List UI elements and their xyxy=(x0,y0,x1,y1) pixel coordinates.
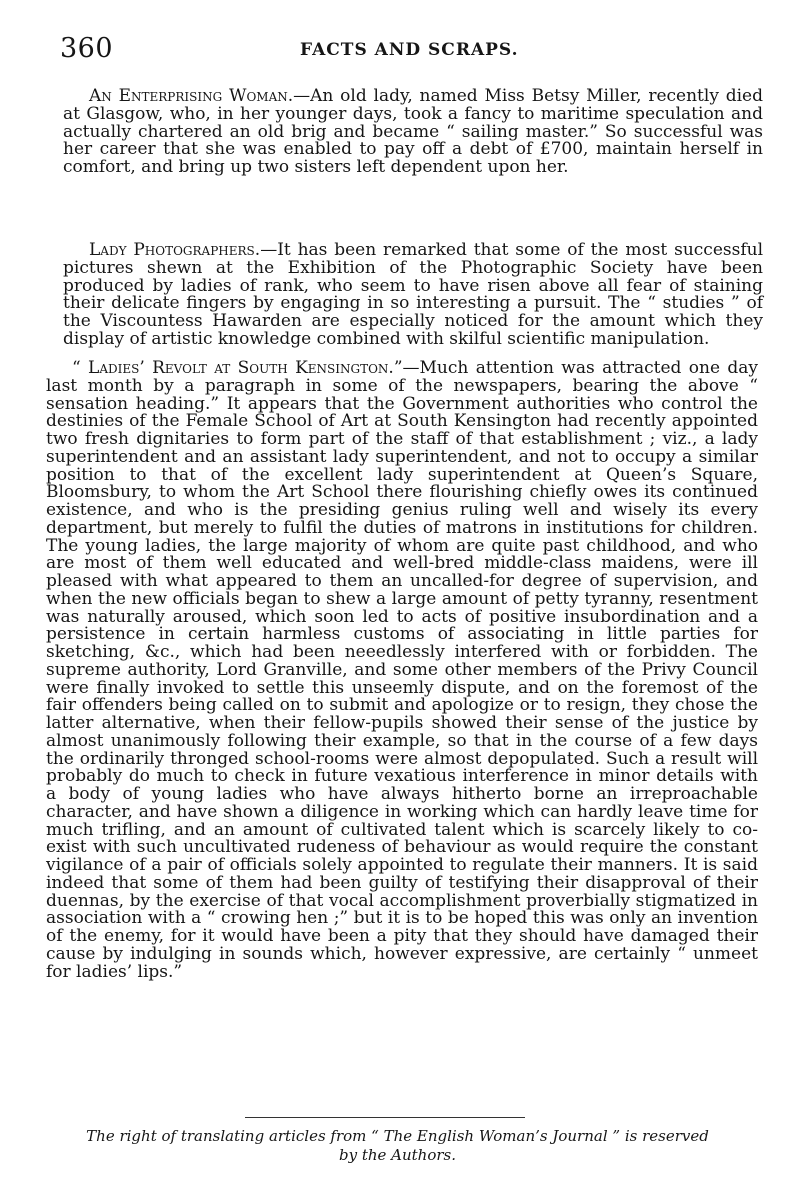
footer-notice xyxy=(60,1127,735,1165)
article-body: —An old lady, named Miss Betsy Miller, recently died at Glasgow, who, in her younger days, took a fancy to maritime speculation and actually chartered an old brig and became “ sailing master.” So successful was her career that she was enabled to pay off a debt of £700, maintain herself in comfort, and bring up two sisters left dependent upon her. xyxy=(63,86,763,178)
article-ladies-revolt xyxy=(46,360,758,981)
article-enterprising-woman xyxy=(63,88,763,177)
footer-notice-line: The right of translating articles from “ The English Woman’s Journal ” is reserved xyxy=(86,1127,709,1145)
running-head: FACTS AND SCRAPS. xyxy=(300,40,519,60)
article-heading: “ Ladies’ Revolt at South Kensington.” xyxy=(72,358,403,378)
article-lady-photographers xyxy=(63,242,763,349)
article-body: —Much attention was attracted one day last month by a paragraph in some of the newspapers, bearing the above “ sensation heading.” It appears that the Government authorities who control the destinies of the Female School of Art at South Kensington had recently appointed two fresh dignitaries to form part of the staff of that establishment ; viz., a lady superintendent and an assistant lady superintendent, and not to occupy a similar position to that of the excellent lady superintendent at Queen’s Square, Bloomsbury, to whom the Art School there flourishing chiefly owes its continued existence, and who is the presiding genius ruling well and wisely its every department, but merely to fulfil the duties of matrons in institutions for children. The young ladies, the large majority of whom are quite past childhood, and who are most of them well educated and well-bred middle-class maidens, were ill pleased with what appeared to them an uncalled-for degree of supervision, and when the new officials began to shew a large amount of petty tyranny, resentment was naturally aroused, which soon led to acts of positive insubordination and a persistence in certain harmless customs of associating in little parties for sketching, &c., which had been neeedlessly interfered with or forbidden. The supreme authority, Lord Granville, and some other members of the Privy Council were finally invoked to settle this unseemly dispute, and on the foremost of the fair offenders being called on to submit and apologize or to resign, they chose the latter alternative, when their fellow-pupils showed their sense of the justice by almost unanimously following their example, so that in the course of a few days the ordinarily thronged school-rooms were almost depopulated. Such a result will probably do much to check in future vexatious interference in minor details with a body of young ladies who have always hitherto borne an irreproachable character, and have shown a diligence in working which can hardly leave time for much trifling, and an amount of cultivated talent which is scarcely likely to co-exist with such uncultivated rudeness of behaviour as would require the constant vigilance of a pair of officials solely appointed to regulate their manners. It is said indeed that some of them had been guilty of testifying their disapproval of their duennas, by the exercise of that vocal accomplishment proverbially stigmatized in association with a “ crowing hen ;” but it is to be hoped this was only an invention of the enemy, for it would have been a pity that they should have damaged their cause by indulging in sounds which, however expressive, are certainly “ unmeet for ladies’ lips.” xyxy=(46,358,758,982)
footer-divider xyxy=(245,1117,525,1118)
article-heading: An Enterprising Woman. xyxy=(89,86,294,106)
page-number: 360 xyxy=(60,33,114,64)
article-body: —It has been remarked that some of the most successful pictures shewn at the Exhibition of the Photographic Society have been produced by ladies of rank, who seem to have risen above all fear of staining their delicate fingers by engaging in so interesting a pursuit. The “ studies ” of the Viscountess Hawarden are especially noticed for the amount which they display of artistic knowledge combined with skilful scientific manipulation. xyxy=(63,240,764,349)
article-heading: Lady Photographers. xyxy=(89,240,261,260)
footer-notice-line: by the Authors. xyxy=(338,1146,457,1164)
